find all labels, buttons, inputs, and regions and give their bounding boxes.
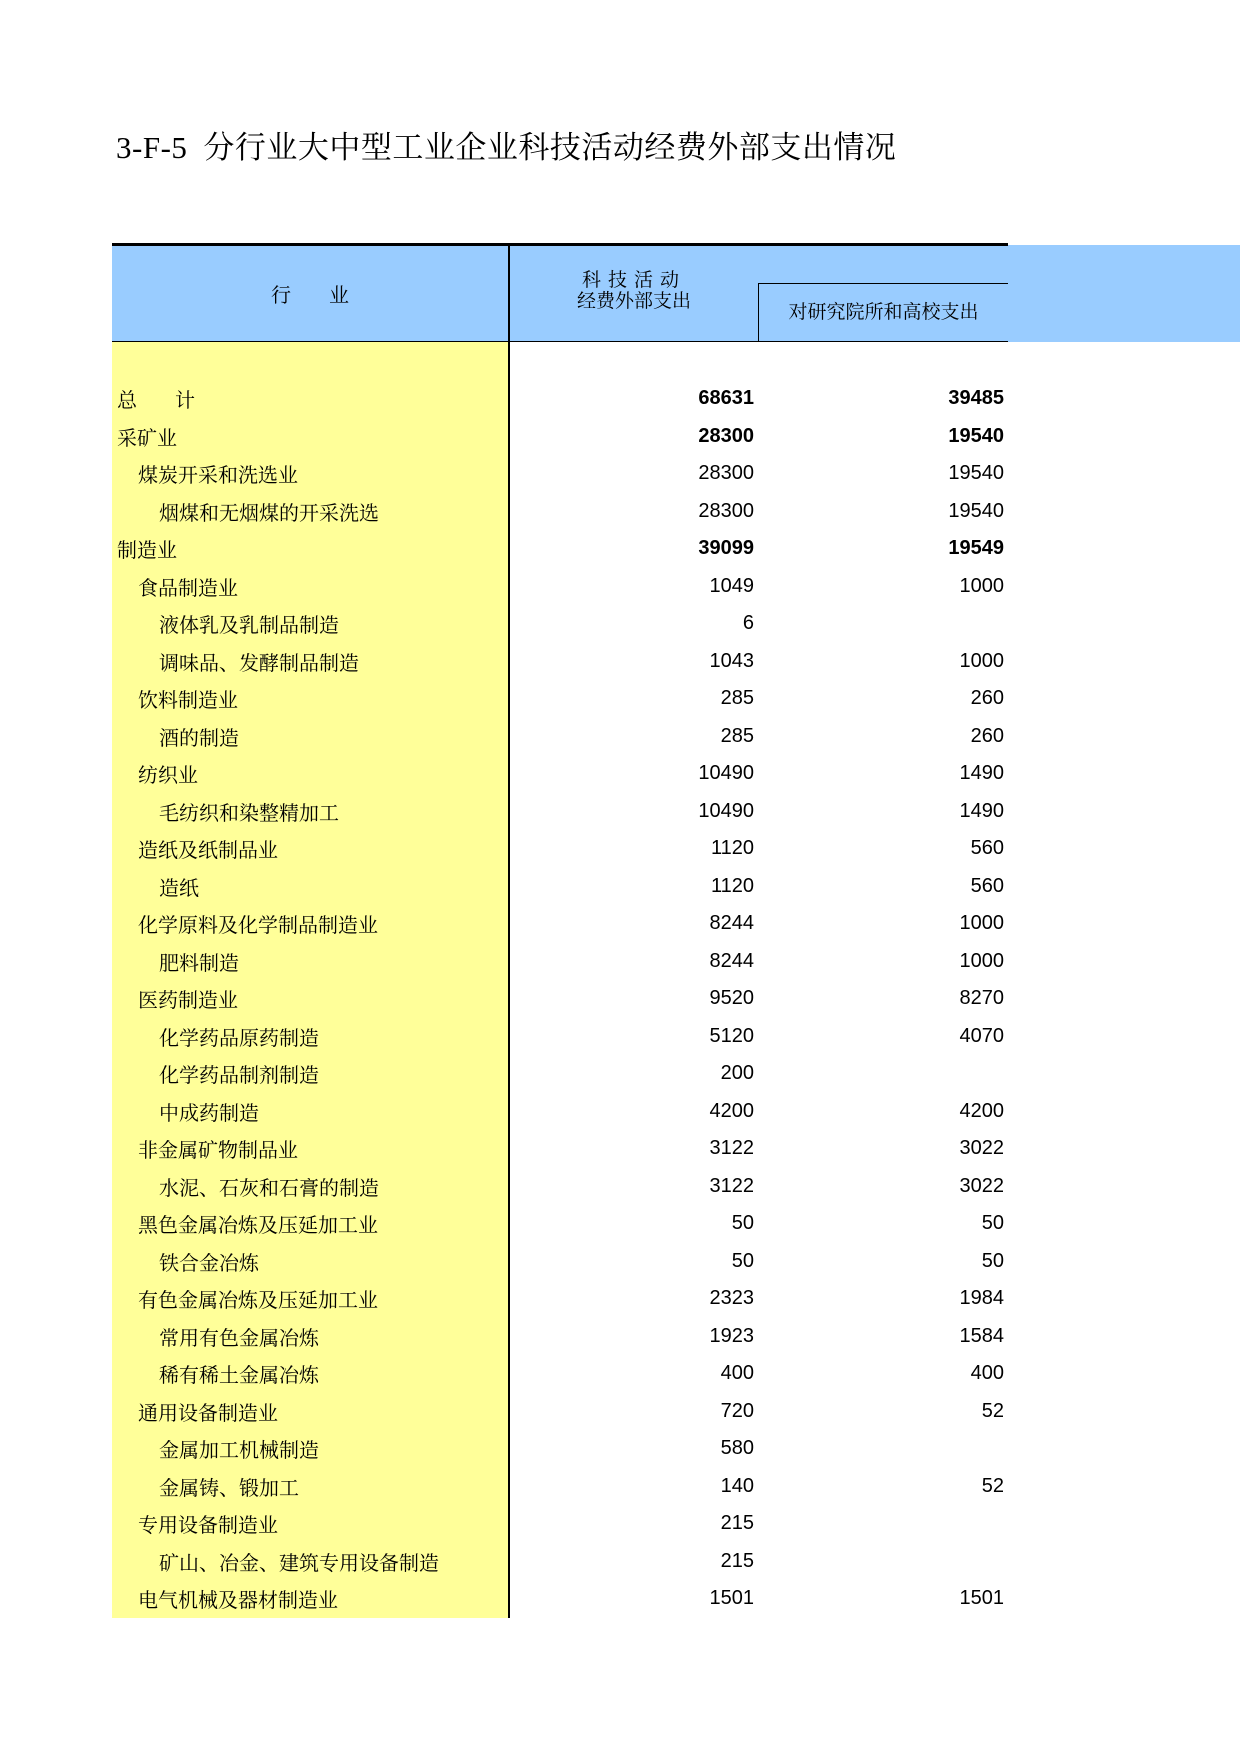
external-expenditure-value: 39099 — [698, 537, 754, 560]
industry-name: 中成药制造 — [159, 1100, 259, 1125]
external-expenditure-value: 200 — [720, 1062, 754, 1085]
research-expenditure-value: 3022 — [959, 1174, 1004, 1197]
external-expenditure-value: 720 — [720, 1399, 754, 1422]
table-row — [112, 380, 1008, 418]
table-row — [112, 980, 1008, 1018]
research-expenditure-value: 1984 — [959, 1287, 1004, 1310]
research-expenditure-value: 1490 — [959, 799, 1004, 822]
table-row — [112, 1393, 1008, 1431]
research-expenditure-value: 1000 — [959, 649, 1004, 672]
external-expenditure-value: 28300 — [698, 499, 754, 522]
research-expenditure-value: 1501 — [959, 1587, 1004, 1610]
external-expenditure-value: 285 — [720, 724, 754, 747]
research-expenditure-value: 50 — [981, 1249, 1004, 1272]
table-row — [112, 1205, 1008, 1243]
table-row — [112, 1280, 1008, 1318]
industry-name: 通用设备制造业 — [138, 1400, 278, 1425]
external-expenditure-value: 1049 — [709, 574, 754, 597]
industry-name: 总计 — [117, 388, 233, 413]
industry-name: 造纸 — [159, 875, 199, 900]
external-expenditure-value: 50 — [731, 1249, 754, 1272]
research-expenditure-value: 19540 — [948, 462, 1004, 485]
table-row — [112, 605, 1008, 643]
external-expenditure-value: 10490 — [698, 762, 754, 785]
table-title-text: 分行业大中型工业企业科技活动经费外部支出情况 — [203, 130, 897, 166]
table-row — [112, 830, 1008, 868]
industry-name: 铁合金冶炼 — [159, 1250, 259, 1275]
table-row — [112, 793, 1008, 831]
external-expenditure-value: 9520 — [709, 987, 754, 1010]
subheader-rule — [758, 283, 1008, 284]
table-row — [112, 455, 1008, 493]
external-expenditure-value: 8244 — [709, 949, 754, 972]
industry-name: 液体乳及乳制品制造 — [159, 613, 339, 638]
research-expenditure-value: 1000 — [959, 912, 1004, 935]
table-body — [112, 380, 1008, 1618]
research-expenditure-value: 50 — [981, 1212, 1004, 1235]
research-expenditure-value: 400 — [970, 1362, 1004, 1385]
research-expenditure-value: 19540 — [948, 499, 1004, 522]
research-expenditure-value: 1490 — [959, 762, 1004, 785]
header-external-expenditure — [510, 270, 758, 312]
header-external-line2: 经费外部支出 — [576, 290, 691, 312]
research-expenditure-value: 1000 — [959, 949, 1004, 972]
industry-name: 酒的制造 — [159, 725, 239, 750]
table-row — [112, 1130, 1008, 1168]
header-external-line1: 科技活动 — [581, 269, 686, 291]
table-row — [112, 1093, 1008, 1131]
industry-name: 调味品、发酵制品制造 — [159, 650, 359, 675]
external-expenditure-value: 215 — [720, 1549, 754, 1572]
table-row — [112, 1505, 1008, 1543]
external-expenditure-value: 50 — [731, 1212, 754, 1235]
external-expenditure-value: 2323 — [709, 1287, 754, 1310]
external-expenditure-value: 4200 — [709, 1099, 754, 1122]
industry-name: 专用设备制造业 — [138, 1513, 278, 1538]
external-expenditure-value: 28300 — [698, 462, 754, 485]
table-row — [112, 1580, 1008, 1618]
header-industry: 行业 — [271, 282, 387, 307]
industry-name: 制造业 — [117, 538, 177, 563]
table-row — [112, 1055, 1008, 1093]
industry-name: 烟煤和无烟煤的开采洗选 — [159, 500, 379, 525]
industry-name: 采矿业 — [117, 425, 177, 450]
external-expenditure-value: 1501 — [709, 1587, 754, 1610]
industry-name: 纺织业 — [138, 763, 198, 788]
table-row — [112, 680, 1008, 718]
external-expenditure-value: 1120 — [710, 874, 754, 897]
research-expenditure-value: 4070 — [959, 1024, 1004, 1047]
research-expenditure-value: 1000 — [959, 574, 1004, 597]
industry-name: 造纸及纸制品业 — [138, 838, 278, 863]
table-row — [112, 1318, 1008, 1356]
industry-name: 水泥、石灰和石膏的制造 — [159, 1175, 379, 1200]
industry-name: 煤炭开采和洗选业 — [138, 463, 298, 488]
external-expenditure-value: 5120 — [709, 1024, 754, 1047]
external-expenditure-value: 10490 — [698, 799, 754, 822]
industry-name: 化学原料及化学制品制造业 — [138, 913, 378, 938]
industry-name: 饮料制造业 — [138, 688, 238, 713]
external-expenditure-value: 28300 — [698, 424, 754, 447]
research-expenditure-value: 560 — [970, 874, 1004, 897]
table-row — [112, 1168, 1008, 1206]
external-expenditure-value: 580 — [720, 1437, 754, 1460]
external-expenditure-value: 6 — [742, 612, 754, 635]
external-expenditure-value: 1120 — [710, 837, 754, 860]
research-expenditure-value: 260 — [970, 724, 1004, 747]
table-row — [112, 1243, 1008, 1281]
external-expenditure-value: 3122 — [709, 1174, 754, 1197]
industry-name: 稀有稀土金属冶炼 — [159, 1363, 319, 1388]
table-row — [112, 530, 1008, 568]
external-expenditure-value: 215 — [720, 1512, 754, 1535]
table-row — [112, 905, 1008, 943]
external-expenditure-value: 400 — [720, 1362, 754, 1385]
research-expenditure-value: 3022 — [959, 1137, 1004, 1160]
industry-name: 非金属矿物制品业 — [138, 1138, 298, 1163]
research-expenditure-value: 8270 — [959, 987, 1004, 1010]
industry-name: 肥料制造 — [159, 950, 239, 975]
table-row — [112, 418, 1008, 456]
industry-name: 金属加工机械制造 — [159, 1438, 319, 1463]
industry-name: 化学药品原药制造 — [159, 1025, 319, 1050]
table-row — [112, 1468, 1008, 1506]
research-expenditure-value: 260 — [970, 687, 1004, 710]
table-row — [112, 568, 1008, 606]
external-expenditure-value: 1923 — [709, 1324, 754, 1347]
external-expenditure-value: 3122 — [709, 1137, 754, 1160]
research-expenditure-value: 39485 — [948, 387, 1004, 410]
research-expenditure-value: 4200 — [959, 1099, 1004, 1122]
industry-name: 黑色金属冶炼及压延加工业 — [138, 1213, 378, 1238]
table-row — [112, 755, 1008, 793]
industry-name: 医药制造业 — [138, 988, 238, 1013]
industry-name: 有色金属冶炼及压延加工业 — [138, 1288, 378, 1313]
table-row — [112, 1355, 1008, 1393]
external-expenditure-value: 140 — [720, 1474, 754, 1497]
table-code: 3-F-5 — [116, 130, 188, 165]
research-expenditure-value: 19540 — [948, 424, 1004, 447]
industry-name: 矿山、冶金、建筑专用设备制造 — [159, 1550, 439, 1575]
research-expenditure-value: 52 — [981, 1474, 1004, 1497]
industry-name: 毛纺织和染整精加工 — [159, 800, 339, 825]
header-bottom-rule — [112, 341, 1008, 342]
external-expenditure-value: 285 — [720, 687, 754, 710]
page-title — [116, 122, 896, 167]
research-expenditure-value: 560 — [970, 837, 1004, 860]
table-row — [112, 1543, 1008, 1581]
table-row — [112, 718, 1008, 756]
industry-name: 化学药品制剂制造 — [159, 1063, 319, 1088]
table-row — [112, 943, 1008, 981]
table-row — [112, 643, 1008, 681]
research-expenditure-value: 52 — [981, 1399, 1004, 1422]
table-row — [112, 868, 1008, 906]
external-expenditure-value: 68631 — [698, 387, 754, 410]
industry-name: 食品制造业 — [138, 575, 238, 600]
external-expenditure-value: 1043 — [709, 649, 754, 672]
research-expenditure-value: 19549 — [948, 537, 1004, 560]
research-expenditure-value: 1584 — [959, 1324, 1004, 1347]
industry-name: 电气机械及器材制造业 — [138, 1588, 338, 1613]
table-row — [112, 493, 1008, 531]
external-expenditure-value: 8244 — [709, 912, 754, 935]
industry-name: 金属铸、锻加工 — [159, 1475, 299, 1500]
industry-name: 常用有色金属冶炼 — [159, 1325, 319, 1350]
table-row — [112, 1018, 1008, 1056]
table-row — [112, 1430, 1008, 1468]
header-research-expenditure: 对研究院所和高校支出 — [788, 301, 979, 323]
